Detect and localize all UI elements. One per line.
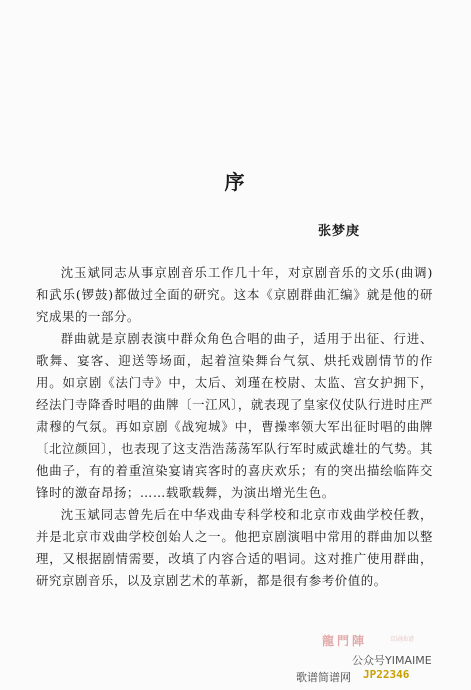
paragraph-1: 沈玉斌同志从事京剧音乐工作几十年，对京剧音乐的文乐(曲调)和武乐(锣鼓)都做过全面的研究。这本《京剧群曲汇编》就是他的研究成果的一部分。 xyxy=(36,265,433,324)
site-label: 歌谱简谱网 xyxy=(296,671,351,684)
author-name: 张梦庚 xyxy=(318,224,361,239)
paragraph-2: 群曲就是京剧表演中群众角色合唱的曲子，适用于出征、行进、歌舞、宴客、迎送等场面，起着渲染舞台气氛、烘托戏剧情节的作用。如京剧《法门寺》中，太后、刘瑾在校尉、太监、宫女护拥下，经法门寺降香时唱的曲牌〔一江风〕，就表现了皇家仪仗队行进时庄严肃穆的气氛。再如京剧《战宛城》中，曹操率领大军出征时唱的曲牌〔北泣颜回〕，也表现了这支浩浩荡荡军队行军时威武雄壮的气势。其他曲子，有的着重渲染宴请宾客时的喜庆欢乐；有的突出描绘临阵交锋时的激奋昂扬；……载歌载舞，为演出增光生色。 xyxy=(36,331,433,500)
site-code: JP22346 xyxy=(363,668,410,681)
paragraph-3: 沈玉斌同志曾先后在中华戏曲专科学校和北京市戏曲学校任教，并是北京市戏曲学校创始人之一。他把京剧演唱中常用的群曲加以整理，又根据剧情需要，改填了内容合适的唱词。这对推广使用群曲，研究京剧音乐，以及京剧艺术的革新，都是很有参考价值的。 xyxy=(36,507,433,588)
watermark-subtext: 京剧曲谱 xyxy=(390,636,415,643)
page-title: 序 xyxy=(224,170,247,194)
body-text xyxy=(36,262,433,592)
wechat-account-label: 公众号YIMAIME xyxy=(352,654,432,667)
watermark-logo: 龍門陣 xyxy=(322,634,368,648)
